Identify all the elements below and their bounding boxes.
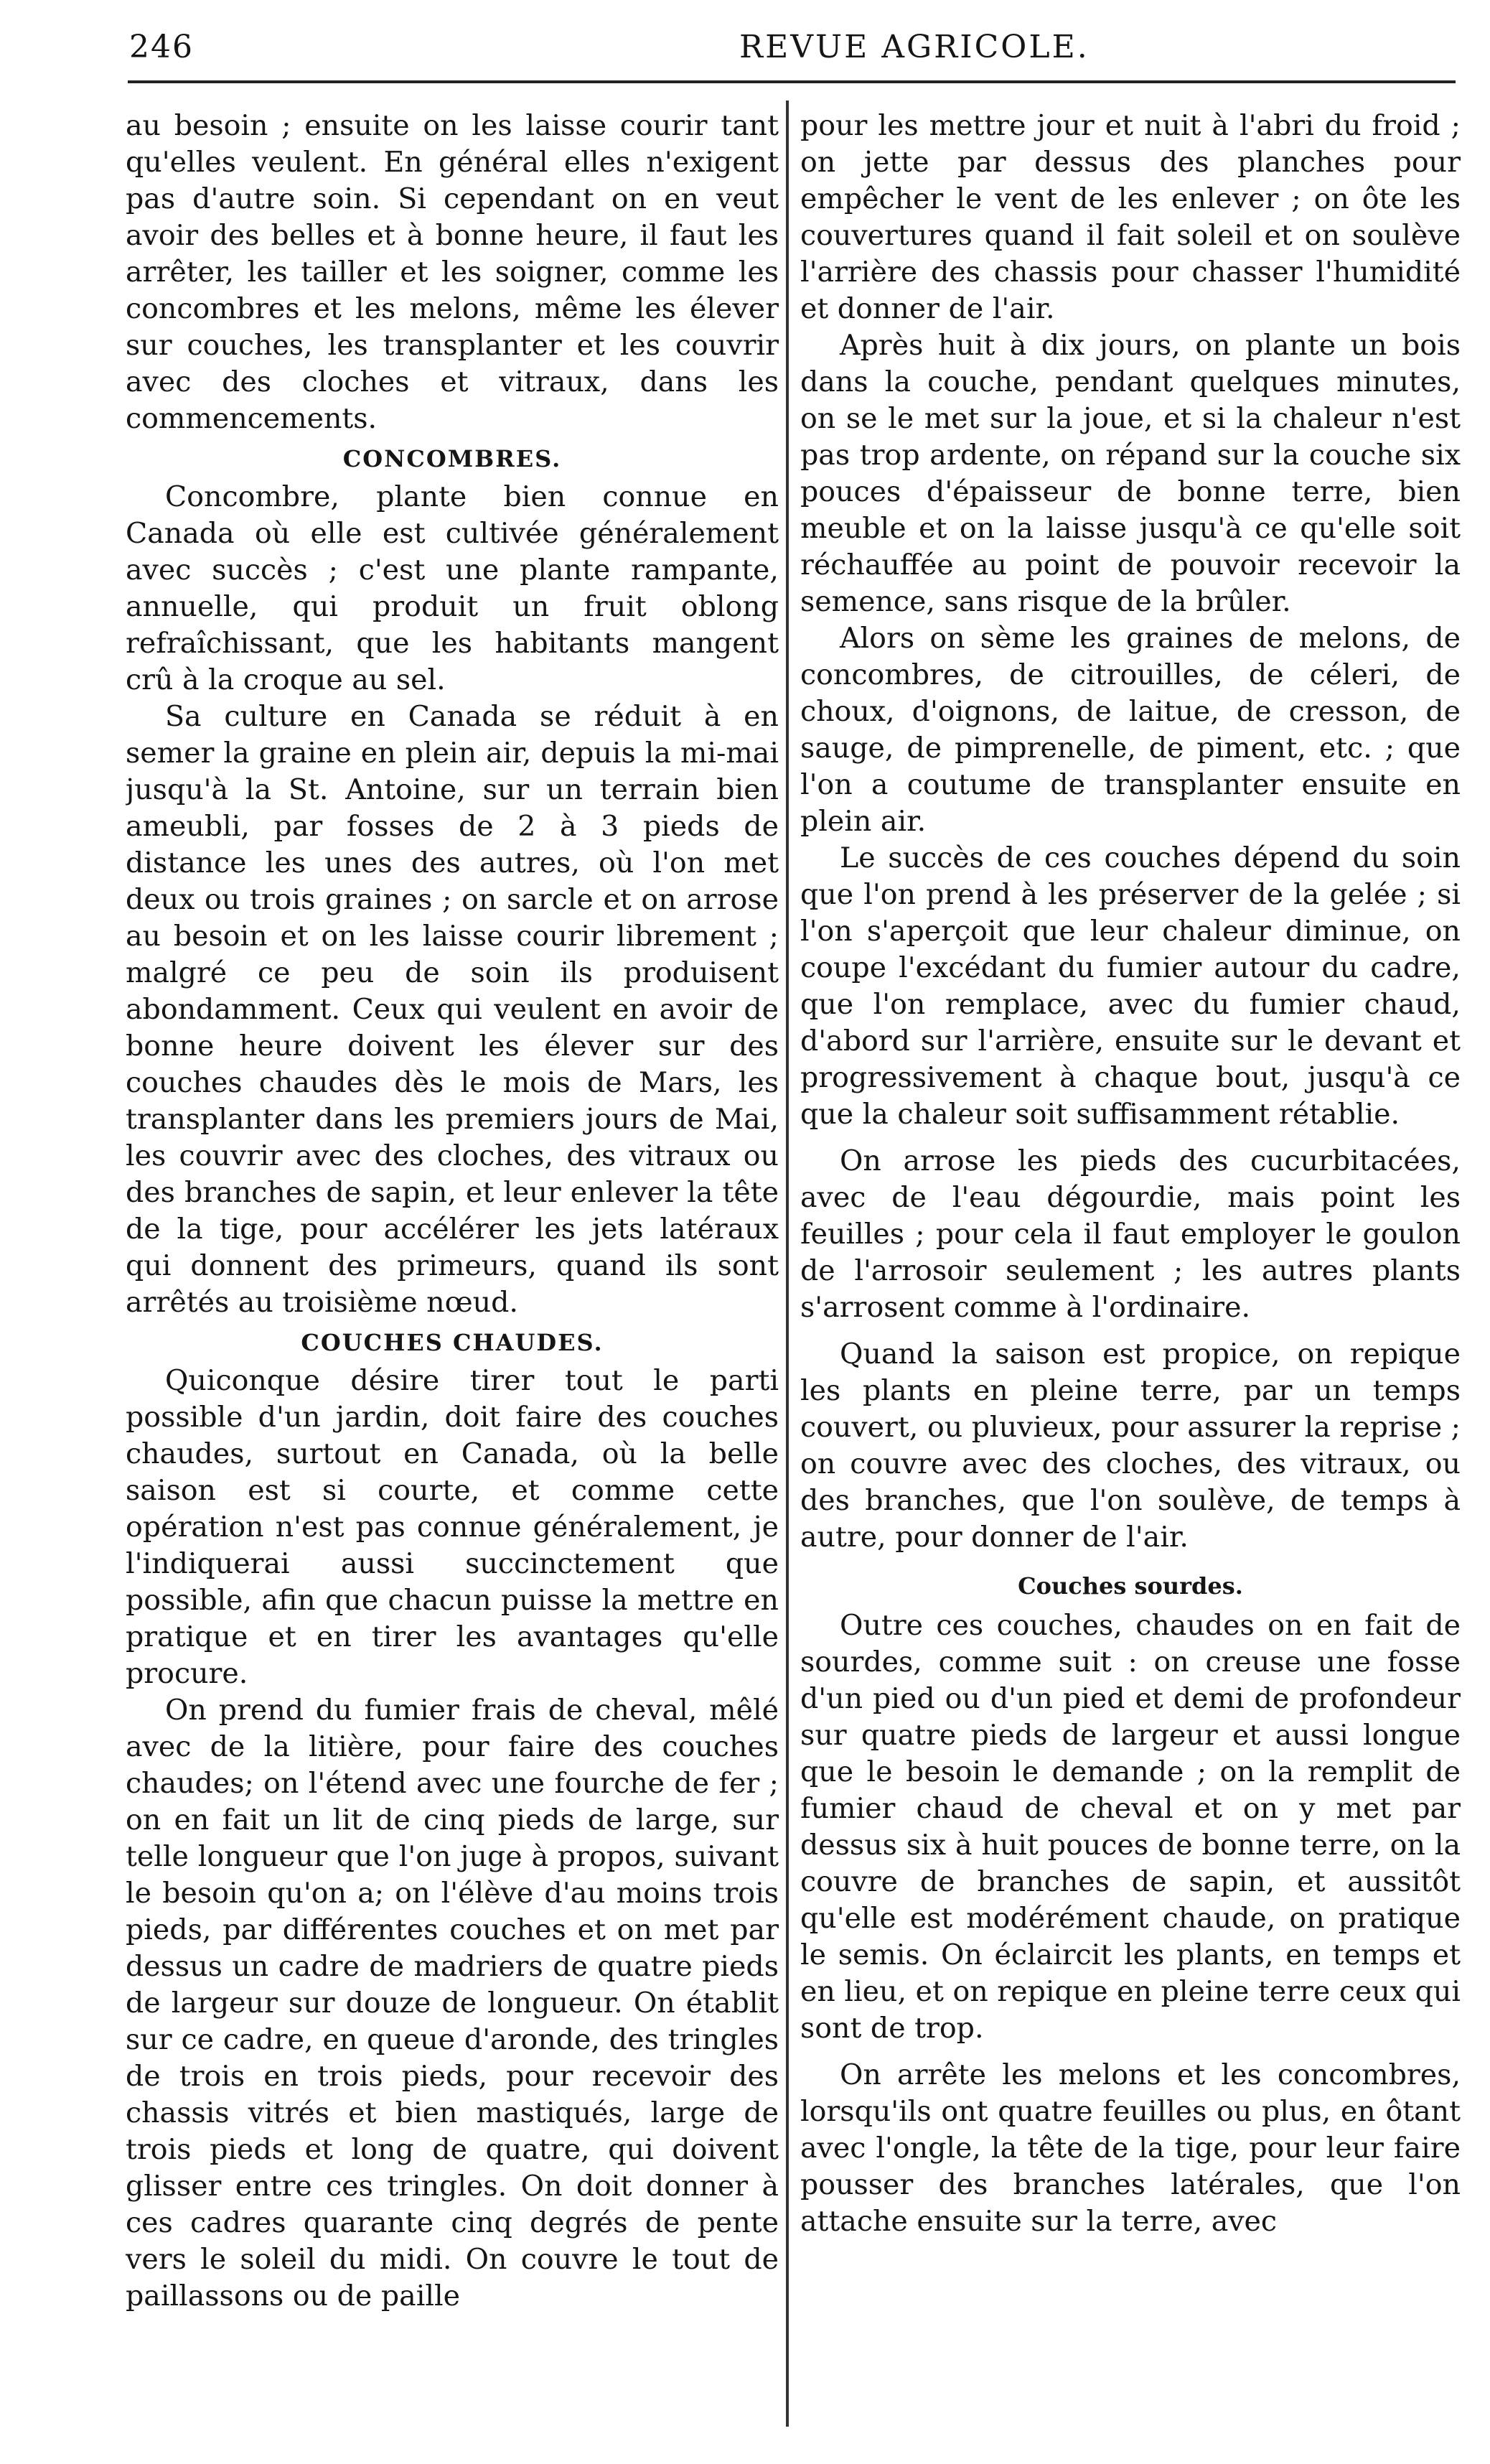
right-column [800,108,1461,2412]
section-heading-couches-sourdes: Couches sourdes. [1018,1572,1243,1600]
spacer [800,2047,1461,2057]
spacer [800,1326,1461,1336]
paragraph: On arrose les pieds des cucurbitacées, avec de l'eau dégourdie, mais point les feuilles ; pour cela il faut employer le goulon de l'arrosoir seulement ; les autres plants s'arrosent comme à l'ordinaire. [800,1144,1461,1324]
page-header [129,22,1457,79]
paragraph: au besoin ; ensuite on les laisse courir tant qu'elles veulent. En général elles n'exigent pas d'autre soin. Si cependant on en veut avoir des belles et à bonne heure, il faut les arrêter, les tailler et les soigner, comme les concombres et les melons, même les élever sur couches, les transplanter et les couvrir avec des cloches et vitraux, dans les commencements. [126,109,779,435]
paragraph: On prend du fumier frais de cheval, mêlé avec de la litière, pour faire des couches chaudes; on l'étend avec une fourche de fer ; on en fait un lit de cinq pieds de large, sur telle longueur que l'on juge à propos, suivant le besoin qu'on a; on l'élève d'au moins trois pieds, par différentes couches et on met par dessus un cadre de madriers de quatre pieds de largeur sur douze de longueur. On établit sur ce cadre, en queue d'aronde, des tringles de trois en trois pieds, pour recevoir des chassis vitrés et bien mastiqués, large de trois pieds et long de quatre, qui doivent glisser entre ces tringles. On doit donner à ces cadres quarante cinq degrés de pente vers le soleil du midi. On couvre le tout de paillassons ou de paille [126,1694,779,2313]
left-column [126,108,779,2412]
paragraph: Concombre, plante bien connue en Canada où elle est cultivée généralement avec succès ; c'est une plante rampante, annuelle, qui produit un fruit oblong refraîchissant, que les habitants mangent crû à la croque au sel. [126,480,779,696]
section-heading-concombres: CONCOMBRES. [342,445,562,472]
paragraph: Outre ces couches, chaudes on en fait de sourdes, comme suit : on creuse une fosse d'un pied ou d'un pied et demi de profondeur sur quatre pieds de largeur et aussi longue que le besoin le demande ; on la remplit de fumier chaud de cheval et on y met par dessus six à huit pouces de bonne terre, on la couvre de branches de sapin, et aussitôt qu'elle est modérément chaude, on pratique le semis. On éclaircit les plants, en temps et en lieu, et on repique en pleine terre ceux qui sont de trop. [800,1609,1461,2045]
paragraph: Sa culture en Canada se réduit à en semer la graine en plein air, depuis la mi-mai jusqu'à la St. Antoine, sur un terrain bien ameubli, par fosses de 2 à 3 pieds de distance les unes des autres, où l'on met deux ou trois graines ; on sarcle et on arrose au besoin et on les laisse courir librement ; malgré ce peu de soin ils produisent abondamment. Ceux qui veulent en avoir de bonne heure doivent les élever sur des couches chaudes dès le mois de Mars, les transplanter dans les premiers jours de Mai, les couvrir avec des cloches, des vitraux ou des branches de sapin, et leur enlever la tête de la tige, pour accélérer les jets latéraux qui donnent des primeurs, quand ils sont arrêtés au troisième nœud. [126,700,779,1319]
paragraph: Quiconque désire tirer tout le parti possible d'un jardin, doit faire des couches chaudes, surtout en Canada, où la belle saison est si courte, et comme cette opération n'est pas connue généralement, je l'indiquerai aussi succinctement que possible, afin que chacun puisse la mettre en pratique et en tirer les avantages qu'elle procure. [126,1364,779,1690]
spacer [800,1133,1461,1143]
section-heading-couches-chaudes: COUCHES CHAUDES. [301,1329,604,1356]
paragraph: Le succès de ces couches dépend du soin que l'on prend à les préserver de la gelée ; si l'on s'aperçoit que leur chaleur diminue, on coupe l'excédant du fumier autour du cadre, que l'on remplace, avec du fumier chaud, d'abord sur l'arrière, ensuite sur le devant et progressivement à chaque bout, jusqu'à ce que la chaleur soit suffisamment rétablie. [800,841,1461,1131]
column-divider [786,101,789,2427]
page-number: 246 [129,29,194,65]
running-title: REVUE AGRICOLE. [739,29,1090,65]
header-rule [128,80,1456,83]
paragraph: Après huit à dix jours, on plante un bois dans la couche, pendant quelques minutes, on se le met sur la joue, et si la chaleur n'est pas trop ardente, on répand sur la couche six pouces d'épaisseur de bonne terre, bien meuble et on la laisse jusqu'à ce qu'elle soit réchauffée au point de pouvoir recevoir la semence, sans risque de la brûler. [800,329,1461,618]
paragraph: pour les mettre jour et nuit à l'abri du froid ; on jette par dessus des planches pour empêcher le vent de les enlever ; on ôte les couvertures quand il fait soleil et on soulève l'arrière des chassis pour chasser l'humidité et donner de l'air. [800,109,1461,325]
paragraph: Quand la saison est propice, on repique les plants en pleine terre, par un temps couvert, ou pluvieux, pour assurer la reprise ; on couvre avec des cloches, des vitraux, ou des branches, que l'on soulève, de temps à autre, pour donner de l'air. [800,1338,1461,1554]
paragraph: Alors on sème les graines de melons, de concombres, de citrouilles, de céleri, de choux, d'oignons, de laitue, de cresson, de sauge, de pimprenelle, de piment, etc. ; que l'on a coutume de transplanter ensuite en plein air. [800,622,1461,838]
paragraph: On arrête les melons et les concombres, lorsqu'ils ont quatre feuilles ou plus, en ôtant avec l'ongle, la tête de la tige, pour leur faire pousser des branches latérales, que l'on attache ensuite sur la terre, avec [800,2058,1461,2238]
